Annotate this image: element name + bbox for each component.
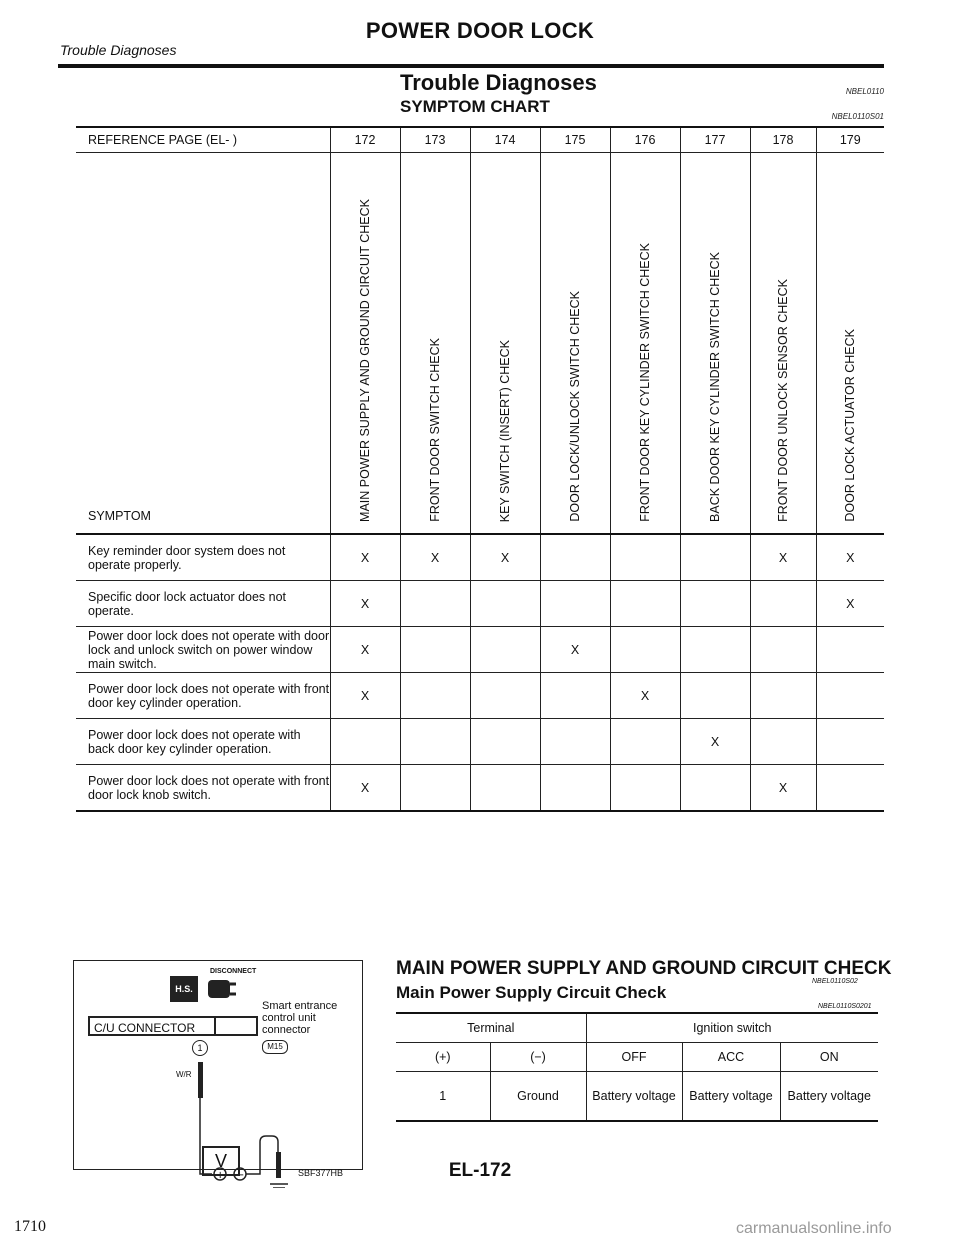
symptom-chart	[76, 126, 884, 812]
check-header	[610, 153, 680, 535]
check-header	[540, 153, 610, 535]
mark-cell	[680, 627, 750, 673]
wire-color-label: W/R	[176, 1070, 192, 1079]
mark-cell	[680, 534, 750, 581]
mark-cell	[470, 719, 540, 765]
smart-entrance-label: Smart entrance control unit connector	[262, 1000, 338, 1036]
diagram-code: SBF377HB	[298, 1168, 344, 1178]
ref-page: 175	[540, 127, 610, 153]
table-row	[76, 581, 884, 627]
symptom-text: Power door lock does not operate with back door key cylinder operation.	[76, 719, 330, 765]
mark-cell	[400, 581, 470, 627]
terminal-plus-value: 1	[396, 1072, 490, 1122]
mark-cell	[540, 765, 610, 812]
ignition-header: Ignition switch	[586, 1013, 878, 1043]
check-name: FRONT DOOR KEY CYLINDER SWITCH CHECK	[638, 243, 652, 522]
table-row	[76, 534, 884, 581]
table-header-row	[396, 1013, 878, 1043]
check-header-row	[76, 153, 884, 535]
ref-page: 174	[470, 127, 540, 153]
watermark: carmanualsonline.info	[736, 1220, 892, 1237]
check-name: KEY SWITCH (INSERT) CHECK	[498, 339, 512, 522]
mark-cell: X	[750, 534, 816, 581]
mark-cell	[400, 765, 470, 812]
symptom-text: Power door lock does not operate with front door key cylinder operation.	[76, 673, 330, 719]
connector-plug-icon	[206, 976, 240, 1002]
check-header	[750, 153, 816, 535]
check-name: DOOR LOCK/UNLOCK SWITCH CHECK	[568, 291, 582, 522]
table-subheader-row	[396, 1043, 878, 1072]
mark-cell	[470, 673, 540, 719]
voltmeter-icon: V	[202, 1146, 240, 1176]
mark-cell	[400, 673, 470, 719]
mark-cell	[816, 719, 884, 765]
mark-cell: X	[540, 627, 610, 673]
on-header: ON	[780, 1043, 878, 1072]
disconnect-label: DISCONNECT	[210, 968, 257, 975]
reference-row	[76, 127, 884, 153]
acc-value: Battery voltage	[682, 1072, 780, 1122]
ref-page: 177	[680, 127, 750, 153]
symptom-text: Key reminder door system does not operate properly.	[76, 534, 330, 581]
acc-header: ACC	[682, 1043, 780, 1072]
mark-cell: X	[750, 765, 816, 812]
main-power-title: MAIN POWER SUPPLY AND GROUND CIRCUIT CHECK	[396, 958, 892, 979]
check-name: BACK DOOR KEY CYLINDER SWITCH CHECK	[708, 252, 722, 522]
section-subtitle: SYMPTOM CHART	[400, 97, 550, 116]
page-title: POWER DOOR LOCK	[365, 18, 595, 43]
table-row	[76, 627, 884, 673]
symptom-text: Power door lock does not operate with front door lock knob switch.	[76, 765, 330, 812]
ref-page: 173	[400, 127, 470, 153]
mark-cell: X	[470, 534, 540, 581]
minus-header: (−)	[490, 1043, 586, 1072]
mark-cell	[400, 719, 470, 765]
mark-cell	[610, 581, 680, 627]
check-name: DOOR LOCK ACTUATOR CHECK	[843, 329, 858, 522]
on-value: Battery voltage	[780, 1072, 878, 1122]
pin-number: 1	[192, 1040, 208, 1056]
ref-page: 179	[816, 127, 884, 153]
main-power-sub-code: NBEL0110S0201	[818, 1003, 872, 1010]
mark-cell	[540, 534, 610, 581]
check-header	[470, 153, 540, 535]
mark-cell: X	[330, 581, 400, 627]
mark-cell	[816, 673, 884, 719]
mark-cell: X	[680, 719, 750, 765]
mark-cell: X	[330, 627, 400, 673]
ref-page: 172	[330, 127, 400, 153]
check-name: MAIN POWER SUPPLY AND GROUND CIRCUIT CHECK	[358, 199, 372, 522]
mark-cell	[470, 627, 540, 673]
mark-cell	[680, 581, 750, 627]
mark-cell	[400, 627, 470, 673]
mark-cell	[750, 627, 816, 673]
check-name: FRONT DOOR UNLOCK SENSOR CHECK	[776, 279, 790, 522]
table-row	[76, 765, 884, 812]
table-row	[76, 719, 884, 765]
mark-cell	[610, 627, 680, 673]
mark-cell	[470, 765, 540, 812]
mark-cell: X	[400, 534, 470, 581]
harness-side-icon: H.S.	[170, 976, 198, 1002]
ref-code: NBEL0110	[845, 87, 884, 96]
svg-text:+: +	[216, 1170, 225, 1181]
mark-cell	[680, 673, 750, 719]
mark-cell: X	[816, 534, 884, 581]
symptom-label: SYMPTOM	[76, 153, 330, 535]
connector-body	[214, 1016, 256, 1036]
ref-code-sub: NBEL0110S01	[831, 112, 884, 121]
main-power-code: NBEL0110S02	[812, 978, 858, 985]
symptom-text: Specific door lock actuator does not operate.	[76, 581, 330, 627]
reference-label: REFERENCE PAGE (EL- )	[76, 127, 330, 153]
mark-cell	[750, 673, 816, 719]
mark-cell	[610, 719, 680, 765]
header-section: Trouble Diagnoses	[60, 42, 177, 58]
mark-cell	[816, 765, 884, 812]
mark-cell: X	[330, 673, 400, 719]
mark-cell	[610, 765, 680, 812]
mark-cell	[540, 673, 610, 719]
mark-cell: X	[610, 673, 680, 719]
off-header: OFF	[586, 1043, 682, 1072]
check-header	[816, 153, 884, 535]
check-header	[680, 153, 750, 535]
mark-cell: X	[330, 765, 400, 812]
main-power-subtitle: Main Power Supply Circuit Check	[396, 983, 667, 1002]
connector-id-badge: M15	[262, 1040, 288, 1054]
symptom-text: Power door lock does not operate with door lock and unlock switch on power window main switch.	[76, 627, 330, 673]
table-row	[396, 1072, 878, 1122]
table-row	[76, 673, 884, 719]
mark-cell	[610, 534, 680, 581]
cu-connector-label: C/U CONNECTOR	[88, 1016, 258, 1036]
ref-page: 176	[610, 127, 680, 153]
check-name: FRONT DOOR SWITCH CHECK	[428, 338, 442, 522]
check-header	[330, 153, 400, 535]
terminal-header: Terminal	[396, 1013, 586, 1043]
mark-cell	[750, 581, 816, 627]
svg-text:−: −	[236, 1170, 245, 1181]
mark-cell: X	[330, 534, 400, 581]
page-corner-number: 1710	[14, 1218, 46, 1235]
mark-cell	[330, 719, 400, 765]
section-title: Trouble Diagnoses	[400, 70, 597, 95]
mark-cell	[540, 719, 610, 765]
check-header	[400, 153, 470, 535]
terminal-minus-value: Ground	[490, 1072, 586, 1122]
off-value: Battery voltage	[586, 1072, 682, 1122]
mark-cell: X	[816, 581, 884, 627]
mark-cell	[540, 581, 610, 627]
mark-cell	[680, 765, 750, 812]
ref-page: 178	[750, 127, 816, 153]
terminal-table	[396, 1012, 878, 1122]
page-number: EL-172	[448, 1160, 512, 1181]
plus-header: (+)	[396, 1043, 490, 1072]
mark-cell	[750, 719, 816, 765]
mark-cell	[470, 581, 540, 627]
header-rule	[58, 64, 884, 68]
mark-cell	[816, 627, 884, 673]
